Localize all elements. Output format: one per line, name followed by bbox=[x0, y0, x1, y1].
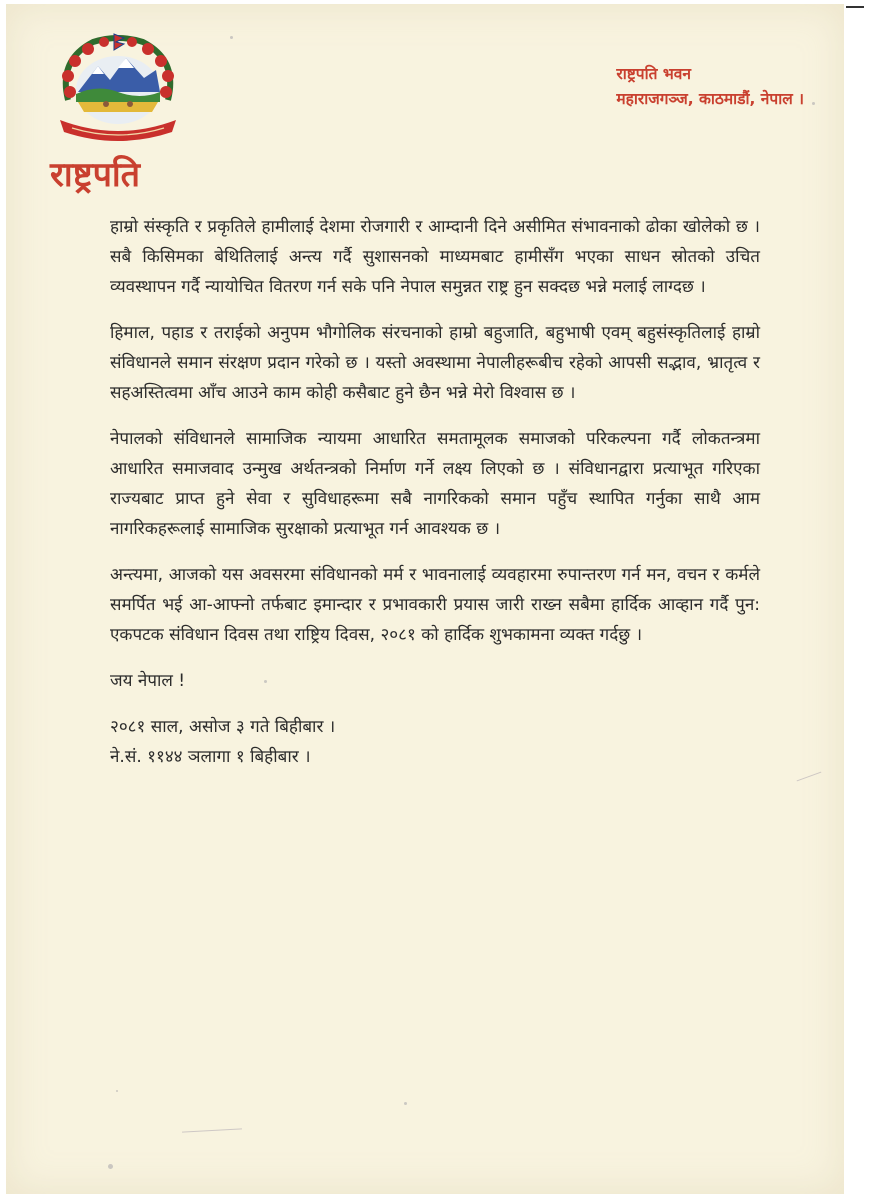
address-line-2: महाराजगञ्ज, काठमाडौं, नेपाल । bbox=[616, 90, 804, 108]
paper-speck bbox=[264, 680, 267, 683]
date-block bbox=[110, 712, 760, 772]
paragraph: हिमाल, पहाड र तराईको अनुपम भौगोलिक संरचनाको हाम्रो बहुजाति, बहुभाषी एवम् बहुसंस्कृतिलाई हाम्रो संविधानले समान संरक्षण प्रदान गरेको छ । यस्तो अवस्थामा नेपालीहरूबीच रहेको आपसी सद्भाव, भ्रातृत्व र सहअस्तित्वमा आँच आउने काम कोही कसैबाट हुने छैन भन्ने मेरो विश्वास छ । bbox=[110, 323, 760, 403]
closing-salutation: जय नेपाल ! bbox=[110, 671, 186, 691]
date-nepal-sambat: ने.सं. ११४४ ञलागा १ बिहीबार । bbox=[110, 747, 311, 767]
letter-body bbox=[110, 212, 760, 772]
paper-speck bbox=[404, 1102, 407, 1105]
paper-speck bbox=[230, 36, 233, 39]
office-title: राष्ट्रपति bbox=[50, 155, 141, 195]
paper-speck bbox=[812, 102, 815, 105]
paper-fiber bbox=[797, 772, 822, 782]
paragraph: अन्त्यमा, आजको यस अवसरमा संविधानको मर्म र भावनालाई व्यवहारमा रुपान्तरण गर्न मन, वचन र कर्मले समर्पित भई आ-आफ्नो तर्फबाट इमान्दार र प्रभावकारी प्रयास जारी राख्न सबैमा हार्दिक आव्हान गर्दै पुन: एकपटक संविधान दिवस तथा राष्ट्रिय दिवस, २०८१ को हार्दिक शुभकामना व्यक्त गर्दछु । bbox=[110, 565, 760, 645]
paragraph: नेपालको संविधानले सामाजिक न्यायमा आधारित समतामूलक समाजको परिकल्पना गर्दै लोकतन्त्रमा आधारित समाजवाद उन्मुख अर्थतन्त्रको निर्माण गर्ने लक्ष्य लिएको छ । संविधानद्वारा प्रत्याभूत गरिएका राज्यबाट प्राप्त हुने सेवा र सुविधाहरूमा सबै नागरिकको समान पहुँच स्थापित गर्नुका साथै आम नागरिकहरूलाई सामाजिक सुरक्षाको प्रत्याभूत गर्न आवश्यक छ । bbox=[110, 429, 760, 539]
paper-speck bbox=[116, 1090, 118, 1092]
nepal-coat-of-arms-icon bbox=[48, 30, 188, 150]
scan-edge-mark bbox=[846, 6, 864, 8]
letter-sheet bbox=[6, 4, 844, 1194]
paper-fiber bbox=[182, 1128, 242, 1132]
paragraph: हाम्रो संस्कृति र प्रकृतिले हामीलाई देशमा रोजगारी र आम्दानी दिने असीमित संभावनाको ढोका खोलेको छ । सबै किसिमका बेथितिलाई अन्त्य गर्दै सुशासनको माध्यमबाट हामीसँग भएका साधन स्रोतको उचित व्यवस्थापन गर्दै न्यायोचित वितरण गर्न सके पनि नेपाल समुन्नत राष्ट्र हुन सक्दछ भन्ने मलाई लाग्दछ । bbox=[110, 217, 760, 297]
date-bikram-sambat: २०८१ साल, असोज ३ गते बिहीबार । bbox=[110, 717, 336, 737]
paper-speck bbox=[108, 1164, 113, 1169]
address-block bbox=[616, 62, 804, 112]
address-line-1: राष्ट्रपति भवन bbox=[616, 65, 691, 83]
